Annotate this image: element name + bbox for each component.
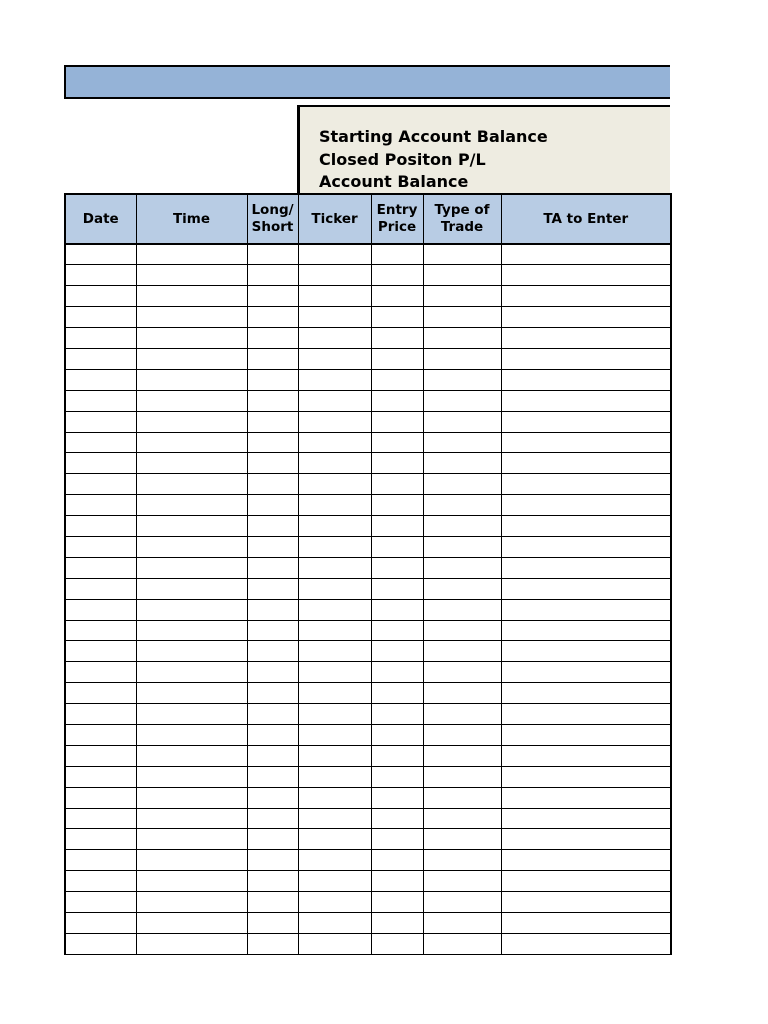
cell-ta-to-enter[interactable] bbox=[501, 704, 671, 725]
cell-long-short[interactable] bbox=[247, 745, 298, 766]
cell-entry-price[interactable] bbox=[371, 787, 423, 808]
table-row bbox=[65, 808, 671, 829]
cell-time[interactable] bbox=[136, 892, 247, 913]
cell-entry-price[interactable] bbox=[371, 390, 423, 411]
cell-long-short[interactable] bbox=[247, 348, 298, 369]
cell-time[interactable] bbox=[136, 724, 247, 745]
cell-ta-to-enter[interactable] bbox=[501, 265, 671, 286]
cell-date[interactable] bbox=[65, 599, 136, 620]
cell-ticker[interactable] bbox=[298, 724, 371, 745]
cell-date[interactable] bbox=[65, 724, 136, 745]
cell-entry-price[interactable] bbox=[371, 745, 423, 766]
cell-ticker[interactable] bbox=[298, 641, 371, 662]
cell-type-of-trade[interactable] bbox=[423, 787, 501, 808]
cell-long-short[interactable] bbox=[247, 829, 298, 850]
cell-ta-to-enter[interactable] bbox=[501, 390, 671, 411]
cell-date[interactable] bbox=[65, 536, 136, 557]
cell-time[interactable] bbox=[136, 265, 247, 286]
cell-ticker[interactable] bbox=[298, 474, 371, 495]
cell-time[interactable] bbox=[136, 620, 247, 641]
closed-position-pl-label: Closed Positon P/L bbox=[319, 149, 486, 169]
cell-long-short[interactable] bbox=[247, 244, 298, 265]
cell-time[interactable] bbox=[136, 766, 247, 787]
cell-time[interactable] bbox=[136, 787, 247, 808]
cell-entry-price[interactable] bbox=[371, 348, 423, 369]
cell-ticker[interactable] bbox=[298, 244, 371, 265]
table-row bbox=[65, 328, 671, 349]
cell-entry-price[interactable] bbox=[371, 641, 423, 662]
cell-entry-price[interactable] bbox=[371, 369, 423, 390]
cell-date[interactable] bbox=[65, 348, 136, 369]
cell-date[interactable] bbox=[65, 474, 136, 495]
cell-time[interactable] bbox=[136, 432, 247, 453]
cell-long-short[interactable] bbox=[247, 307, 298, 328]
cell-time[interactable] bbox=[136, 599, 247, 620]
cell-date[interactable] bbox=[65, 265, 136, 286]
cell-ta-to-enter[interactable] bbox=[501, 662, 671, 683]
cell-ta-to-enter[interactable] bbox=[501, 933, 671, 954]
cell-long-short[interactable] bbox=[247, 850, 298, 871]
cell-ticker[interactable] bbox=[298, 787, 371, 808]
cell-long-short[interactable] bbox=[247, 432, 298, 453]
cell-ticker[interactable] bbox=[298, 432, 371, 453]
cell-long-short[interactable] bbox=[247, 599, 298, 620]
cell-time[interactable] bbox=[136, 390, 247, 411]
cell-date[interactable] bbox=[65, 453, 136, 474]
cell-date[interactable] bbox=[65, 913, 136, 934]
column-header-time: Time bbox=[136, 194, 247, 244]
cell-type-of-trade[interactable] bbox=[423, 892, 501, 913]
cell-date[interactable] bbox=[65, 641, 136, 662]
cell-time[interactable] bbox=[136, 641, 247, 662]
table-row bbox=[65, 641, 671, 662]
cell-ta-to-enter[interactable] bbox=[501, 829, 671, 850]
cell-ta-to-enter[interactable] bbox=[501, 495, 671, 516]
cell-ticker[interactable] bbox=[298, 745, 371, 766]
cell-entry-price[interactable] bbox=[371, 724, 423, 745]
cell-ta-to-enter[interactable] bbox=[501, 244, 671, 265]
cell-ta-to-enter[interactable] bbox=[501, 787, 671, 808]
cell-long-short[interactable] bbox=[247, 933, 298, 954]
cell-entry-price[interactable] bbox=[371, 432, 423, 453]
cell-entry-price[interactable] bbox=[371, 683, 423, 704]
table-row bbox=[65, 662, 671, 683]
cell-entry-price[interactable] bbox=[371, 808, 423, 829]
cell-type-of-trade[interactable] bbox=[423, 829, 501, 850]
cell-entry-price[interactable] bbox=[371, 516, 423, 537]
cell-ticker[interactable] bbox=[298, 390, 371, 411]
table-header-row bbox=[65, 194, 671, 244]
cell-entry-price[interactable] bbox=[371, 578, 423, 599]
cell-long-short[interactable] bbox=[247, 620, 298, 641]
cell-type-of-trade[interactable] bbox=[423, 495, 501, 516]
cell-ticker[interactable] bbox=[298, 808, 371, 829]
cell-type-of-trade[interactable] bbox=[423, 411, 501, 432]
table-row bbox=[65, 683, 671, 704]
table-row bbox=[65, 787, 671, 808]
table-row bbox=[65, 892, 671, 913]
cell-type-of-trade[interactable] bbox=[423, 328, 501, 349]
cell-ta-to-enter[interactable] bbox=[501, 369, 671, 390]
cell-type-of-trade[interactable] bbox=[423, 599, 501, 620]
account-summary-box bbox=[297, 105, 670, 194]
cell-time[interactable] bbox=[136, 683, 247, 704]
cell-long-short[interactable] bbox=[247, 453, 298, 474]
cell-date[interactable] bbox=[65, 683, 136, 704]
cell-long-short[interactable] bbox=[247, 787, 298, 808]
cell-time[interactable] bbox=[136, 557, 247, 578]
cell-entry-price[interactable] bbox=[371, 328, 423, 349]
cell-type-of-trade[interactable] bbox=[423, 704, 501, 725]
cell-ticker[interactable] bbox=[298, 871, 371, 892]
cell-long-short[interactable] bbox=[247, 411, 298, 432]
cell-type-of-trade[interactable] bbox=[423, 557, 501, 578]
cell-ta-to-enter[interactable] bbox=[501, 745, 671, 766]
table-row bbox=[65, 411, 671, 432]
cell-long-short[interactable] bbox=[247, 766, 298, 787]
cell-ta-to-enter[interactable] bbox=[501, 432, 671, 453]
cell-long-short[interactable] bbox=[247, 286, 298, 307]
cell-type-of-trade[interactable] bbox=[423, 432, 501, 453]
table-row bbox=[65, 620, 671, 641]
cell-type-of-trade[interactable] bbox=[423, 913, 501, 934]
cell-ticker[interactable] bbox=[298, 578, 371, 599]
cell-date[interactable] bbox=[65, 390, 136, 411]
cell-ta-to-enter[interactable] bbox=[501, 453, 671, 474]
cell-entry-price[interactable] bbox=[371, 286, 423, 307]
cell-time[interactable] bbox=[136, 662, 247, 683]
cell-date[interactable] bbox=[65, 286, 136, 307]
cell-type-of-trade[interactable] bbox=[423, 745, 501, 766]
cell-ta-to-enter[interactable] bbox=[501, 724, 671, 745]
table-row bbox=[65, 495, 671, 516]
cell-long-short[interactable] bbox=[247, 474, 298, 495]
cell-time[interactable] bbox=[136, 369, 247, 390]
cell-date[interactable] bbox=[65, 557, 136, 578]
cell-ta-to-enter[interactable] bbox=[501, 913, 671, 934]
cell-type-of-trade[interactable] bbox=[423, 536, 501, 557]
cell-entry-price[interactable] bbox=[371, 411, 423, 432]
cell-type-of-trade[interactable] bbox=[423, 286, 501, 307]
cell-type-of-trade[interactable] bbox=[423, 641, 501, 662]
cell-entry-price[interactable] bbox=[371, 892, 423, 913]
column-header-entry-price: Entry Price bbox=[371, 194, 423, 244]
cell-ta-to-enter[interactable] bbox=[501, 808, 671, 829]
cell-type-of-trade[interactable] bbox=[423, 453, 501, 474]
cell-time[interactable] bbox=[136, 495, 247, 516]
column-header-long-short: Long/ Short bbox=[247, 194, 298, 244]
cell-entry-price[interactable] bbox=[371, 599, 423, 620]
cell-entry-price[interactable] bbox=[371, 871, 423, 892]
column-header-type-of-trade: Type of Trade bbox=[423, 194, 501, 244]
cell-type-of-trade[interactable] bbox=[423, 474, 501, 495]
cell-long-short[interactable] bbox=[247, 369, 298, 390]
cell-ticker[interactable] bbox=[298, 411, 371, 432]
table-row bbox=[65, 745, 671, 766]
cell-ticker[interactable] bbox=[298, 704, 371, 725]
cell-date[interactable] bbox=[65, 704, 136, 725]
cell-ta-to-enter[interactable] bbox=[501, 578, 671, 599]
cell-ticker[interactable] bbox=[298, 766, 371, 787]
cell-date[interactable] bbox=[65, 892, 136, 913]
table-row bbox=[65, 516, 671, 537]
cell-ticker[interactable] bbox=[298, 850, 371, 871]
cell-type-of-trade[interactable] bbox=[423, 724, 501, 745]
cell-entry-price[interactable] bbox=[371, 766, 423, 787]
cell-date[interactable] bbox=[65, 850, 136, 871]
table-row bbox=[65, 829, 671, 850]
cell-ta-to-enter[interactable] bbox=[501, 850, 671, 871]
cell-entry-price[interactable] bbox=[371, 933, 423, 954]
cell-entry-price[interactable] bbox=[371, 244, 423, 265]
cell-date[interactable] bbox=[65, 662, 136, 683]
cell-ta-to-enter[interactable] bbox=[501, 348, 671, 369]
title-bar bbox=[64, 65, 670, 99]
cell-date[interactable] bbox=[65, 808, 136, 829]
cell-long-short[interactable] bbox=[247, 704, 298, 725]
cell-long-short[interactable] bbox=[247, 390, 298, 411]
cell-ticker[interactable] bbox=[298, 328, 371, 349]
cell-long-short[interactable] bbox=[247, 808, 298, 829]
cell-time[interactable] bbox=[136, 578, 247, 599]
table-row bbox=[65, 766, 671, 787]
cell-ticker[interactable] bbox=[298, 307, 371, 328]
cell-type-of-trade[interactable] bbox=[423, 933, 501, 954]
table-row bbox=[65, 578, 671, 599]
cell-date[interactable] bbox=[65, 745, 136, 766]
cell-ticker[interactable] bbox=[298, 536, 371, 557]
cell-type-of-trade[interactable] bbox=[423, 348, 501, 369]
cell-long-short[interactable] bbox=[247, 662, 298, 683]
cell-ticker[interactable] bbox=[298, 892, 371, 913]
table-row bbox=[65, 265, 671, 286]
cell-type-of-trade[interactable] bbox=[423, 244, 501, 265]
cell-date[interactable] bbox=[65, 411, 136, 432]
cell-time[interactable] bbox=[136, 829, 247, 850]
cell-type-of-trade[interactable] bbox=[423, 516, 501, 537]
starting-account-balance-label: Starting Account Balance bbox=[319, 127, 548, 146]
cell-time[interactable] bbox=[136, 474, 247, 495]
cell-type-of-trade[interactable] bbox=[423, 662, 501, 683]
cell-time[interactable] bbox=[136, 348, 247, 369]
cell-ticker[interactable] bbox=[298, 683, 371, 704]
table-row bbox=[65, 453, 671, 474]
cell-type-of-trade[interactable] bbox=[423, 390, 501, 411]
table-row bbox=[65, 704, 671, 725]
cell-ticker[interactable] bbox=[298, 453, 371, 474]
cell-date[interactable] bbox=[65, 620, 136, 641]
cell-date[interactable] bbox=[65, 871, 136, 892]
cell-type-of-trade[interactable] bbox=[423, 683, 501, 704]
cell-date[interactable] bbox=[65, 933, 136, 954]
cell-type-of-trade[interactable] bbox=[423, 578, 501, 599]
cell-ticker[interactable] bbox=[298, 286, 371, 307]
trade-log-table bbox=[64, 193, 672, 955]
cell-entry-price[interactable] bbox=[371, 557, 423, 578]
cell-long-short[interactable] bbox=[247, 641, 298, 662]
table-row bbox=[65, 871, 671, 892]
cell-ta-to-enter[interactable] bbox=[501, 766, 671, 787]
cell-entry-price[interactable] bbox=[371, 495, 423, 516]
cell-ticker[interactable] bbox=[298, 557, 371, 578]
cell-type-of-trade[interactable] bbox=[423, 808, 501, 829]
table-row bbox=[65, 474, 671, 495]
cell-ta-to-enter[interactable] bbox=[501, 474, 671, 495]
cell-type-of-trade[interactable] bbox=[423, 871, 501, 892]
table-row bbox=[65, 244, 671, 265]
cell-ta-to-enter[interactable] bbox=[501, 892, 671, 913]
cell-entry-price[interactable] bbox=[371, 265, 423, 286]
cell-long-short[interactable] bbox=[247, 328, 298, 349]
cell-time[interactable] bbox=[136, 328, 247, 349]
cell-long-short[interactable] bbox=[247, 495, 298, 516]
cell-long-short[interactable] bbox=[247, 724, 298, 745]
cell-type-of-trade[interactable] bbox=[423, 850, 501, 871]
cell-entry-price[interactable] bbox=[371, 453, 423, 474]
cell-time[interactable] bbox=[136, 933, 247, 954]
cell-time[interactable] bbox=[136, 244, 247, 265]
cell-entry-price[interactable] bbox=[371, 913, 423, 934]
cell-date[interactable] bbox=[65, 516, 136, 537]
table-row bbox=[65, 850, 671, 871]
cell-ta-to-enter[interactable] bbox=[501, 411, 671, 432]
cell-ta-to-enter[interactable] bbox=[501, 557, 671, 578]
column-header-ticker: Ticker bbox=[298, 194, 371, 244]
cell-ticker[interactable] bbox=[298, 829, 371, 850]
cell-time[interactable] bbox=[136, 871, 247, 892]
cell-time[interactable] bbox=[136, 453, 247, 474]
cell-long-short[interactable] bbox=[247, 265, 298, 286]
cell-ta-to-enter[interactable] bbox=[501, 599, 671, 620]
column-header-date: Date bbox=[65, 194, 136, 244]
cell-date[interactable] bbox=[65, 766, 136, 787]
cell-ticker[interactable] bbox=[298, 913, 371, 934]
cell-ta-to-enter[interactable] bbox=[501, 328, 671, 349]
cell-ticker[interactable] bbox=[298, 599, 371, 620]
cell-long-short[interactable] bbox=[247, 578, 298, 599]
cell-entry-price[interactable] bbox=[371, 474, 423, 495]
cell-long-short[interactable] bbox=[247, 913, 298, 934]
cell-long-short[interactable] bbox=[247, 871, 298, 892]
cell-type-of-trade[interactable] bbox=[423, 307, 501, 328]
table-row bbox=[65, 933, 671, 954]
cell-ta-to-enter[interactable] bbox=[501, 641, 671, 662]
cell-entry-price[interactable] bbox=[371, 829, 423, 850]
cell-time[interactable] bbox=[136, 286, 247, 307]
cell-time[interactable] bbox=[136, 850, 247, 871]
table-row bbox=[65, 599, 671, 620]
cell-entry-price[interactable] bbox=[371, 307, 423, 328]
cell-time[interactable] bbox=[136, 808, 247, 829]
account-balance-label: Account Balance bbox=[319, 172, 469, 191]
cell-entry-price[interactable] bbox=[371, 704, 423, 725]
cell-type-of-trade[interactable] bbox=[423, 369, 501, 390]
trade-log-body bbox=[65, 244, 671, 954]
cell-ticker[interactable] bbox=[298, 265, 371, 286]
table-row bbox=[65, 432, 671, 453]
cell-time[interactable] bbox=[136, 411, 247, 432]
table-row bbox=[65, 348, 671, 369]
table-row bbox=[65, 369, 671, 390]
cell-date[interactable] bbox=[65, 432, 136, 453]
cell-date[interactable] bbox=[65, 829, 136, 850]
cell-ta-to-enter[interactable] bbox=[501, 516, 671, 537]
table-row bbox=[65, 390, 671, 411]
cell-ta-to-enter[interactable] bbox=[501, 307, 671, 328]
cell-time[interactable] bbox=[136, 913, 247, 934]
cell-entry-price[interactable] bbox=[371, 662, 423, 683]
cell-date[interactable] bbox=[65, 328, 136, 349]
cell-date[interactable] bbox=[65, 787, 136, 808]
table-row bbox=[65, 557, 671, 578]
cell-long-short[interactable] bbox=[247, 683, 298, 704]
table-row bbox=[65, 286, 671, 307]
cell-entry-price[interactable] bbox=[371, 620, 423, 641]
cell-long-short[interactable] bbox=[247, 557, 298, 578]
cell-date[interactable] bbox=[65, 307, 136, 328]
cell-date[interactable] bbox=[65, 244, 136, 265]
cell-entry-price[interactable] bbox=[371, 536, 423, 557]
table-row bbox=[65, 913, 671, 934]
cell-date[interactable] bbox=[65, 495, 136, 516]
table-row bbox=[65, 536, 671, 557]
table-row bbox=[65, 307, 671, 328]
cell-ta-to-enter[interactable] bbox=[501, 620, 671, 641]
cell-long-short[interactable] bbox=[247, 892, 298, 913]
cell-time[interactable] bbox=[136, 307, 247, 328]
cell-time[interactable] bbox=[136, 536, 247, 557]
cell-long-short[interactable] bbox=[247, 536, 298, 557]
cell-type-of-trade[interactable] bbox=[423, 620, 501, 641]
cell-time[interactable] bbox=[136, 745, 247, 766]
cell-time[interactable] bbox=[136, 516, 247, 537]
table-row bbox=[65, 724, 671, 745]
cell-ta-to-enter[interactable] bbox=[501, 536, 671, 557]
cell-ticker[interactable] bbox=[298, 369, 371, 390]
cell-ta-to-enter[interactable] bbox=[501, 286, 671, 307]
cell-entry-price[interactable] bbox=[371, 850, 423, 871]
cell-date[interactable] bbox=[65, 369, 136, 390]
cell-date[interactable] bbox=[65, 578, 136, 599]
cell-type-of-trade[interactable] bbox=[423, 766, 501, 787]
cell-ta-to-enter[interactable] bbox=[501, 871, 671, 892]
cell-ticker[interactable] bbox=[298, 933, 371, 954]
cell-ticker[interactable] bbox=[298, 662, 371, 683]
cell-ticker[interactable] bbox=[298, 495, 371, 516]
cell-type-of-trade[interactable] bbox=[423, 265, 501, 286]
cell-time[interactable] bbox=[136, 704, 247, 725]
cell-ticker[interactable] bbox=[298, 516, 371, 537]
cell-ticker[interactable] bbox=[298, 620, 371, 641]
cell-ticker[interactable] bbox=[298, 348, 371, 369]
cell-long-short[interactable] bbox=[247, 516, 298, 537]
column-header-ta-to-enter: TA to Enter bbox=[501, 194, 671, 244]
cell-ta-to-enter[interactable] bbox=[501, 683, 671, 704]
